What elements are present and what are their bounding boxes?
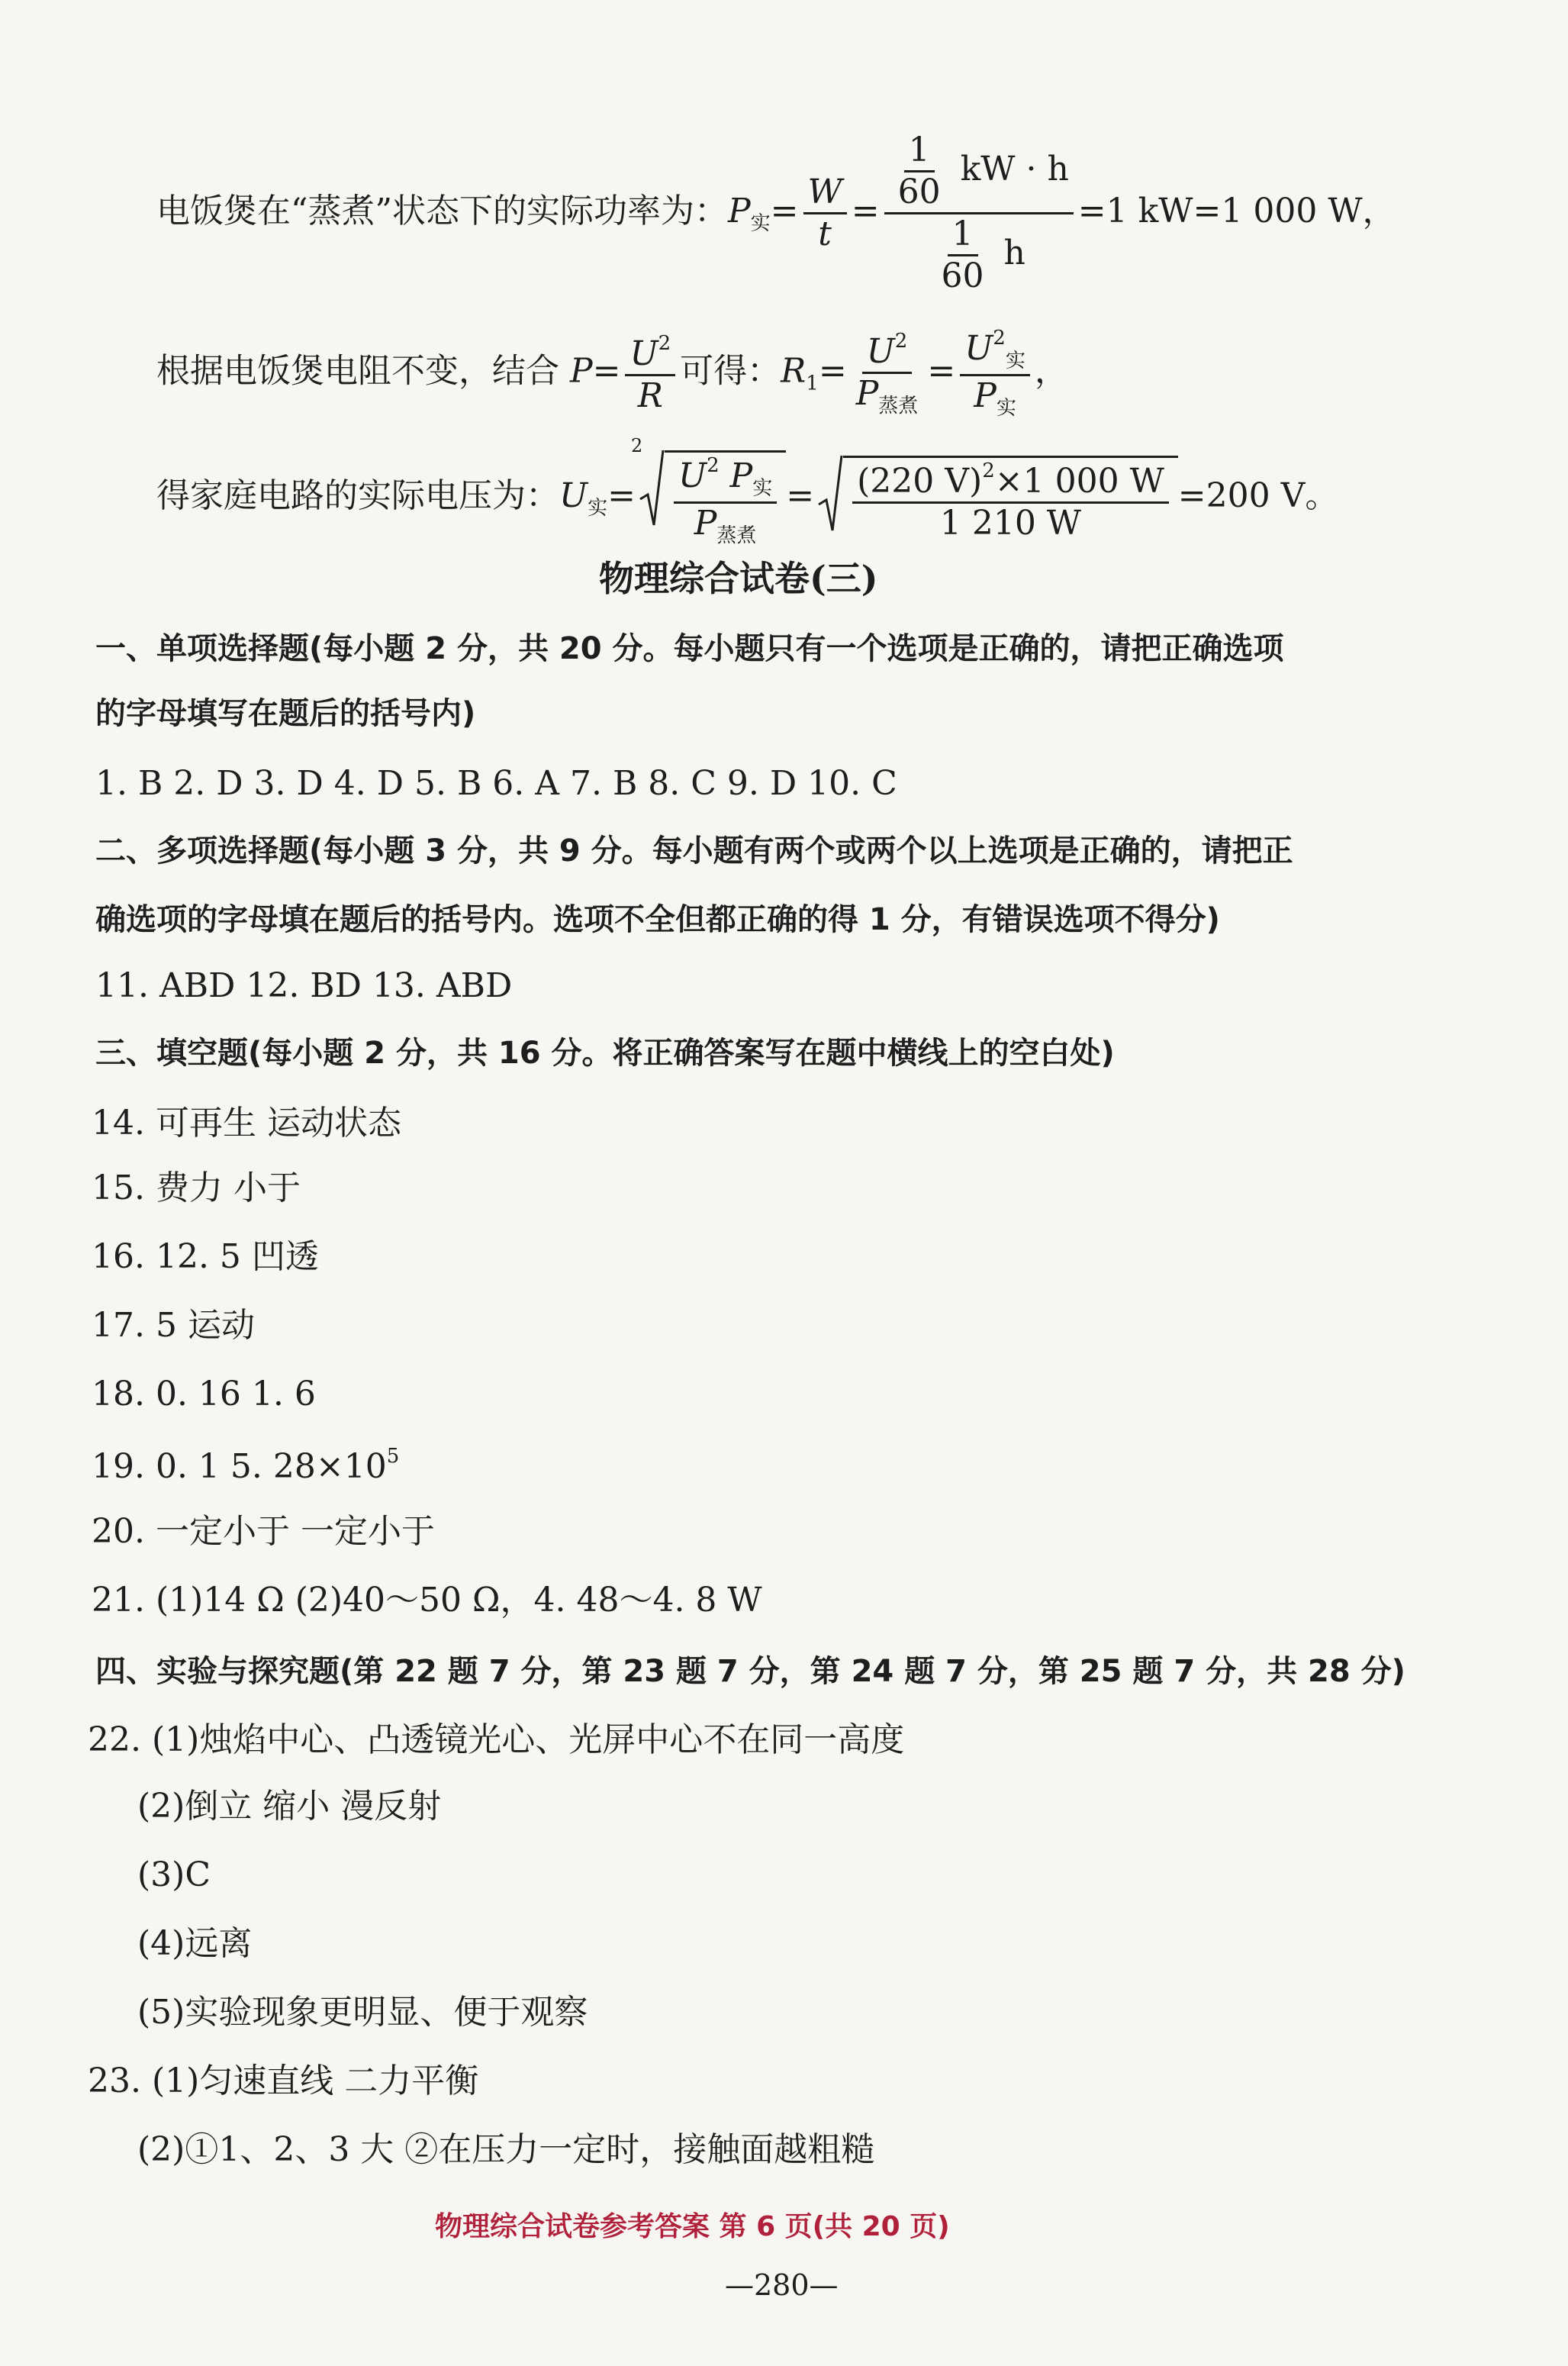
answer-22-part-2: (2)倒立 缩小 漫反射 xyxy=(137,1787,442,1826)
sixty: 60 xyxy=(941,256,984,295)
answer-22-part-3: (3)C xyxy=(137,1855,211,1894)
section-4-header: 四、实验与探究题(第 22 题 7 分，第 23 题 7 分，第 24 题 7 分，第 25 题 7 分，共 28 分) xyxy=(95,1654,1405,1689)
section-1-answers: 1. B 2. D 3. D 4. D 5. B 6. A 7. B 8. C 9. D 10. C xyxy=(95,764,897,803)
answer-23-part-1: 23. (1)匀速直线 二力平衡 xyxy=(88,2061,479,2100)
numeric-numerator-b: ×1 000 W xyxy=(994,462,1164,501)
square: 2 xyxy=(707,454,720,477)
voltage-symbol: U xyxy=(629,334,658,373)
square: 2 xyxy=(894,329,908,353)
section-3-header: 三、填空题(每小题 2 分，共 16 分。将正确答案写在题中横线上的空白处) xyxy=(95,1036,1115,1071)
answer-17: 17. 5 运动 xyxy=(92,1306,255,1345)
fraction-one-sixtieth-1 xyxy=(893,131,945,211)
power-symbol: P xyxy=(729,456,753,495)
square-root-2 xyxy=(817,456,1178,543)
subscript-actual: 实 xyxy=(750,212,771,235)
power-symbol: P xyxy=(974,376,997,415)
unit-kwh: kW · h xyxy=(949,150,1069,189)
square: 2 xyxy=(982,459,995,482)
answer-15: 15. 费力 小于 xyxy=(92,1168,301,1207)
section-1-header-line-1: 一、单项选择题(每小题 2 分，共 20 分。每小题只有一个选项是正确的，请把正确选项 xyxy=(95,631,1284,666)
power-symbol: P xyxy=(694,504,717,543)
resistance-r1: R xyxy=(781,351,807,391)
one: 1 xyxy=(948,218,978,256)
voltage-symbol: U xyxy=(964,329,993,368)
numerator-w: W xyxy=(803,176,847,214)
numeric-denominator: 1 210 W xyxy=(939,504,1082,543)
resistance-symbol: R xyxy=(637,376,663,415)
answer-19 xyxy=(92,1446,399,1484)
answer-21: 21. (1)14 Ω (2)40～50 Ω，4. 48～4. 8 W xyxy=(92,1581,762,1620)
answer-22-part-5: (5)实验现象更明显、便于观察 xyxy=(137,1993,588,2032)
subscript-actual: 实 xyxy=(752,477,773,500)
subscript-actual: 实 xyxy=(588,497,608,520)
answer-19-exponent: 5 xyxy=(386,1445,400,1468)
section-2-answers: 11. ABD 12. BD 13. ABD xyxy=(95,966,513,1005)
sixty: 60 xyxy=(897,172,941,211)
answer-19-text: 19. 0. 1 5. 28×10 xyxy=(92,1447,387,1486)
section-2-header-line-2: 确选项的字母填在题后的括号内。选项不全但都正确的得 1 分，有错误选项不得分) xyxy=(95,902,1220,937)
exam-title: 物理综合试卷(三) xyxy=(599,558,878,599)
subscript-actual: 实 xyxy=(1005,350,1025,372)
fraction-numeric xyxy=(852,459,1169,543)
derivation-line-3: 得家庭电路的实际电压为：$U_实=$ 2 $\frac{U^2 P_实}{P_{蒸煮}}$ = $\frac{(220 V)^2\times 1 000 W}{1 210 W}$ =200 V。 xyxy=(156,435,1339,547)
fraction-one-sixtieth-2 xyxy=(937,214,989,295)
denominator-time xyxy=(928,214,1030,293)
radical-sign-icon xyxy=(817,451,843,535)
square-root-1 xyxy=(630,435,786,547)
power-symbol: P xyxy=(570,351,593,391)
answer-16: 16. 12. 5 凹透 xyxy=(92,1237,319,1276)
derivation-line-2-text: 根据电饭煲电阻不变，结合 xyxy=(156,351,570,391)
power-symbol: P xyxy=(855,373,879,413)
voltage-symbol: U xyxy=(559,476,588,515)
root-index: 2 xyxy=(630,435,643,456)
fraction-u-actual-over-p-actual xyxy=(960,328,1030,418)
answer-22-part-1: 22. (1)烛焰中心、凸透镜光心、光屏中心不在同一高度 xyxy=(88,1720,905,1759)
subscript-steam: 蒸煮 xyxy=(878,394,919,417)
derivation-line-1: 电饭煲在“蒸煮”状态下的实际功率为：$P_实=$ $\frac{W}{t}$ = $\frac{1}{60}$ kW · h $\frac{1}{60}$ h =1 kW=1 000 W， xyxy=(156,131,1396,295)
derivation-line-2-mid: 可得： xyxy=(680,351,781,391)
denominator-t: t xyxy=(818,214,832,253)
answer-20: 20. 一定小于 一定小于 xyxy=(92,1512,435,1551)
square: 2 xyxy=(993,327,1006,350)
fraction-energy-over-time xyxy=(884,131,1074,295)
unit-h: h xyxy=(993,234,1025,272)
fraction-u2-over-r xyxy=(625,334,675,413)
numerator-energy xyxy=(884,131,1074,214)
voltage-symbol: U xyxy=(678,456,707,495)
subscript-1: 1 xyxy=(806,372,819,395)
one: 1 xyxy=(904,134,935,172)
section-1-header-line-2: 的字母填写在题后的括号内) xyxy=(95,696,476,731)
derivation-line-2: 根据电饭煲电阻不变，结合 P= $\frac{U^2}{R}$ 可得：$R_1=$ $\frac{U^2}{P_{蒸煮}}$ = $\frac{U^2_实}{P_实}$ ， xyxy=(156,327,1068,420)
numeric-numerator-a: (220 V) xyxy=(857,462,983,501)
radical-sign-icon xyxy=(639,446,665,530)
footer-caption: 物理综合试卷参考答案 第 6 页(共 20 页) xyxy=(435,2211,950,2242)
power-symbol: P xyxy=(728,192,751,230)
square: 2 xyxy=(658,332,671,355)
page-number: —280— xyxy=(725,2268,839,2302)
answer-14: 14. 可再生 运动状态 xyxy=(92,1104,401,1143)
derivation-line-3-text: 得家庭电路的实际电压为： xyxy=(156,476,559,515)
fraction-u2-over-p-steam xyxy=(852,331,923,416)
derivation-line-1-result: =1 kW=1 000 W， xyxy=(1077,192,1396,230)
answer-18: 18. 0. 16 1. 6 xyxy=(92,1375,316,1413)
derivation-line-3-result: =200 V。 xyxy=(1177,476,1339,515)
section-2-header-line-1: 二、多项选择题(每小题 3 分，共 9 分。每小题有两个或两个以上选项是正确的，请把正 xyxy=(95,833,1293,869)
subscript-steam: 蒸煮 xyxy=(716,524,757,547)
voltage-symbol: U xyxy=(866,331,895,371)
subscript-actual: 实 xyxy=(996,397,1016,420)
fraction-u2p-over-p xyxy=(674,456,777,546)
answer-23-part-2: (2)①1、2、3 大 ②在压力一定时，接触面越粗糙 xyxy=(137,2130,875,2169)
fraction-w-over-t xyxy=(803,172,847,253)
answer-22-part-4: (4)远离 xyxy=(137,1924,253,1963)
derivation-line-1-text: 电饭煲在“蒸煮”状态下的实际功率为： xyxy=(156,192,728,230)
